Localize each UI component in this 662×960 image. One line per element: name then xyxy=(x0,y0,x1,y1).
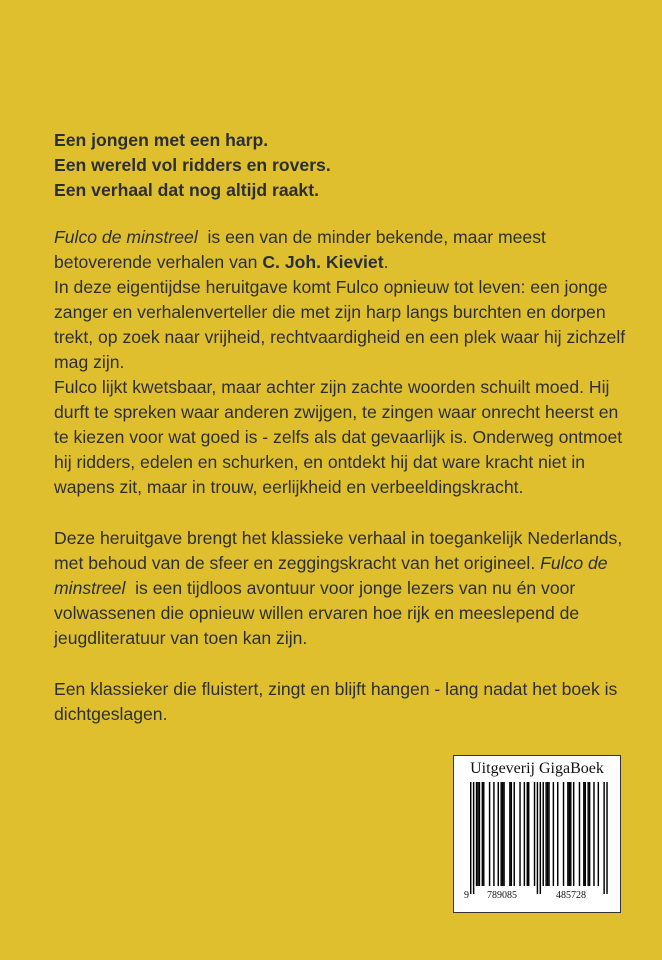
edition-text-end: is een tijdloos avontuur voor jonge lezers van nu én voor volwassenen die opnieuw willen ervaren hoe rijk en meeslepend de jeugdliteratuur van toen kan zijn. xyxy=(54,578,585,648)
back-cover-text xyxy=(54,128,634,727)
barcode-bar xyxy=(524,782,525,886)
barcode-bar xyxy=(567,782,568,886)
barcode-bar xyxy=(598,782,599,886)
barcode-bar xyxy=(593,782,594,886)
barcode-bar xyxy=(528,782,529,886)
barcode-bar xyxy=(557,782,558,886)
book-title: Fulco de minstreel xyxy=(54,227,198,247)
edition-paragraph xyxy=(54,526,634,651)
barcode-bar xyxy=(547,782,548,886)
publisher-name: Uitgeverij GigaBoek xyxy=(470,760,604,777)
intro-end: . xyxy=(383,252,389,272)
tagline-line-3: Een verhaal dat nog altijd raakt. xyxy=(54,180,319,200)
barcode-bar xyxy=(537,782,538,894)
barcode-bar xyxy=(573,782,574,886)
barcode-bar xyxy=(511,782,512,886)
barcode-bar xyxy=(543,782,544,886)
barcode-bar xyxy=(569,782,570,886)
barcode-bar xyxy=(489,782,490,886)
barcode-bar xyxy=(548,782,549,886)
character-paragraph: Fulco lijkt kwetsbaar, maar achter zijn zachte woorden schuilt moed. Hij durft te spreken waar anderen zwijgen, te zingen waar onrecht heerst en te kiezen voor wat goed is - zelfs als dat gevaarlijk is. Onderweg ontmoet hij ridders, edelen en schurken, en ontdekt hij dat ware kracht niet in wapens zit, maar in trouw, eerlijkheid en verbeeldingskracht. xyxy=(54,377,623,497)
barcode-bar xyxy=(579,782,580,886)
barcode-bar xyxy=(553,782,554,886)
barcode-bar xyxy=(473,782,474,894)
barcode-bar xyxy=(476,782,477,886)
barcode-bar xyxy=(563,782,564,886)
tagline-line-2: Een wereld vol ridders en rovers. xyxy=(54,155,331,175)
barcode-bar xyxy=(503,782,504,886)
barcode-bar xyxy=(519,782,520,886)
tagline xyxy=(54,128,634,203)
description-paragraph: In deze eigentijdse heruitgave komt Fulco opnieuw tot leven: een jonge zanger en verhalenverteller die met zijn harp langs burchten en dorpen trekt, op zoek naar vrijheid, rechtvaardigheid en een plek waar hij zichzelf mag zijn. xyxy=(54,277,626,372)
barcode-bar xyxy=(585,782,586,886)
barcode-bar xyxy=(479,782,480,886)
barcode-bar xyxy=(514,782,515,886)
barcode-bars xyxy=(462,782,614,894)
barcode-bar xyxy=(570,782,571,886)
isbn-barcode xyxy=(453,755,621,913)
barcode-bar xyxy=(509,782,510,886)
barcode-bar xyxy=(470,782,471,894)
barcode-bar xyxy=(589,782,590,886)
barcode-digit-first: 9 xyxy=(464,890,469,901)
barcode-bar xyxy=(606,782,607,894)
book-title-2: Fulco de minstreel xyxy=(54,553,608,598)
barcode-bar xyxy=(603,782,604,894)
barcode-bar xyxy=(483,782,484,886)
barcode-bar xyxy=(534,782,535,886)
barcode-bar xyxy=(498,782,499,886)
intro-paragraph xyxy=(54,225,634,275)
tagline-line-1: Een jongen met een harp. xyxy=(54,130,269,150)
barcode-bar xyxy=(527,782,528,886)
author-name: C. Joh. Kieviet xyxy=(262,252,384,272)
barcode-bar xyxy=(482,782,483,886)
closing-paragraph: Een klassieker die fluistert, zingt en blijft hangen - lang nadat het boek is dichtgeslagen. xyxy=(54,679,618,724)
barcode-bar xyxy=(540,782,541,894)
barcode-bar xyxy=(545,782,546,886)
barcode-bar xyxy=(583,782,584,886)
barcode-digits-right: 485728 xyxy=(556,890,586,901)
barcode-bar xyxy=(502,782,503,886)
barcode-bar xyxy=(587,782,588,886)
barcode-bar xyxy=(477,782,478,886)
edition-text: Deze heruitgave brengt het klassieke verhaal in toegankelijk Nederlands, met behoud van de sfeer en zeggingskracht van het origineel. xyxy=(54,528,623,573)
intro-text: is een van de minder bekende, maar meest betoverende verhalen van xyxy=(54,227,551,272)
barcode-bar xyxy=(500,782,501,886)
barcode-digits-left: 789085 xyxy=(487,890,517,901)
barcode-bar xyxy=(493,782,494,886)
